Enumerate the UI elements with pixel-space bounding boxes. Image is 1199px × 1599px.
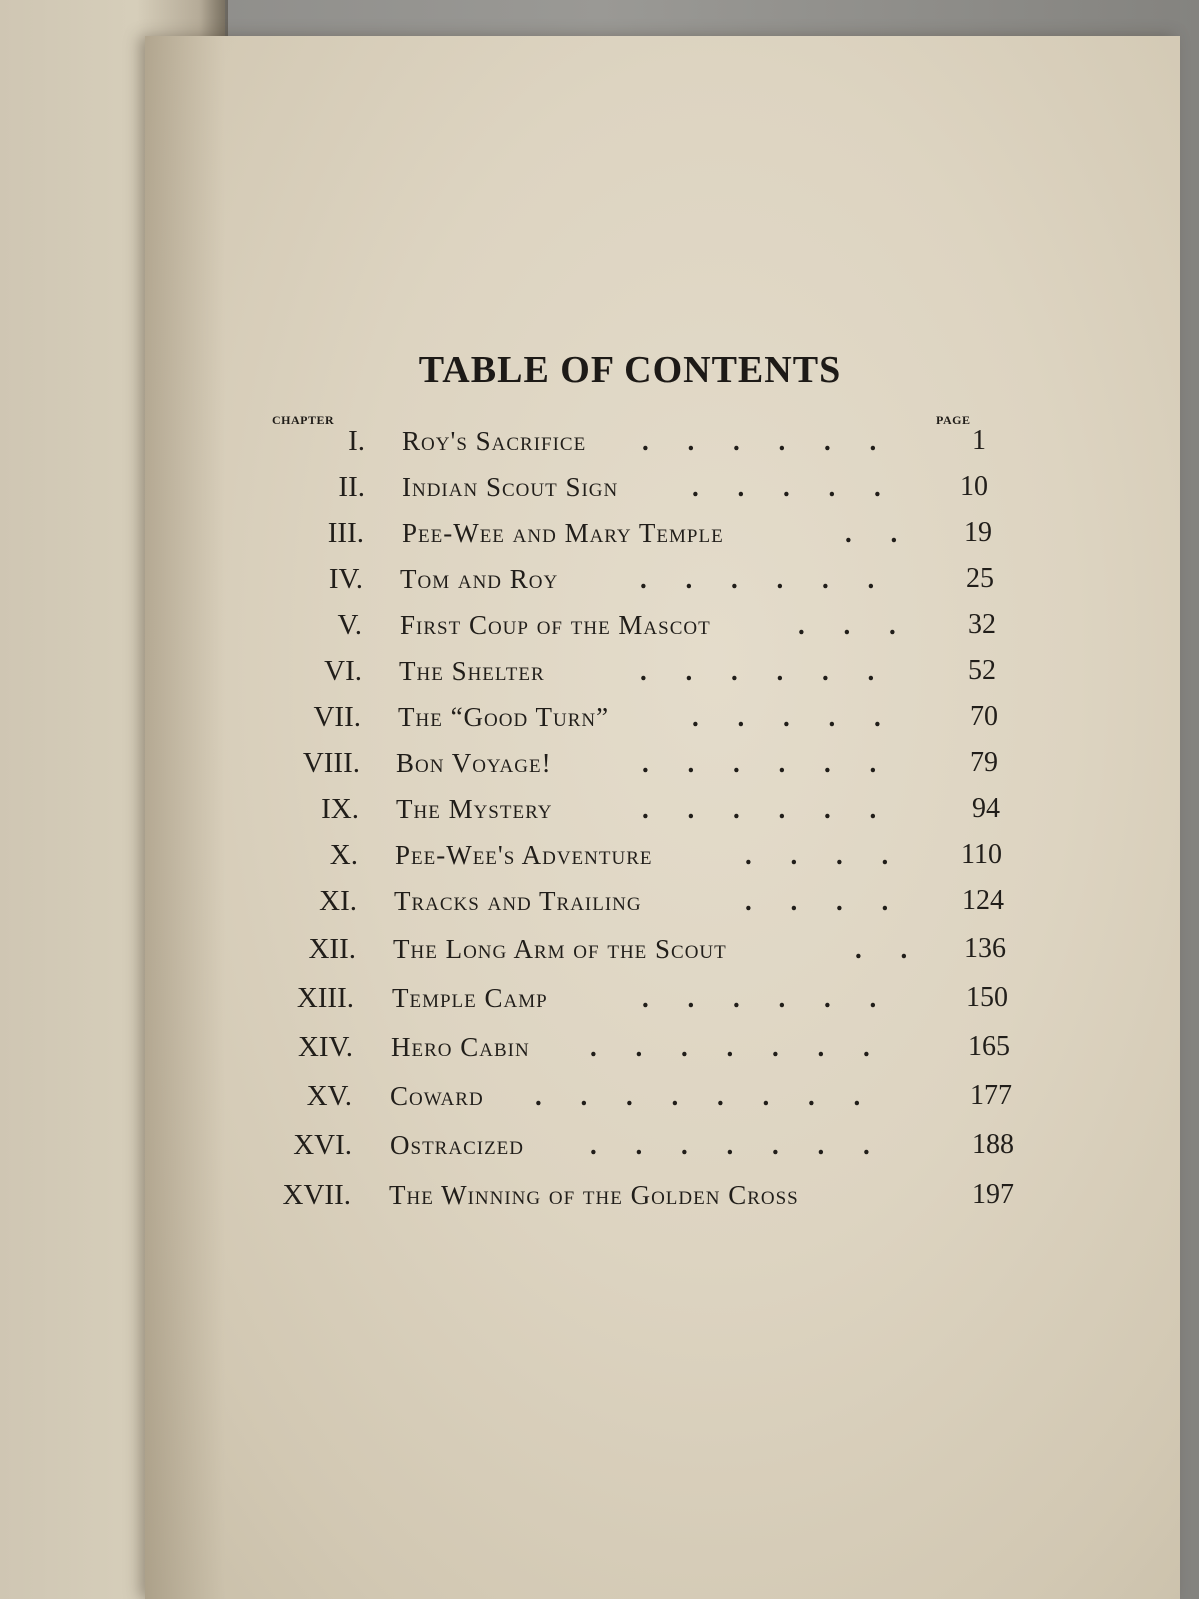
chapter-title: Roy's Sacrifice [402,426,587,456]
chapter-page: 197 [972,1179,1014,1210]
chapter-number: IV. [328,563,363,595]
chapter-title: The Long Arm of the Scout [393,934,727,964]
chapter-title: Ostracized [390,1130,524,1160]
chapter-number: VI. [324,655,362,687]
chapter-number: X. [329,839,358,871]
leader-dots: . . . . . . . [590,1130,886,1160]
chapter-page: 52 [968,655,996,686]
chapter-number: III. [327,517,364,549]
chapter-column-label: CHAPTER [272,413,335,427]
leader-dots: . . . . . [692,702,897,732]
leader-dots: . . [845,518,914,548]
chapter-title: The Winning of the Golden Cross [389,1180,799,1210]
leader-dots: . . . . . . . . [535,1081,877,1111]
chapter-page: 10 [960,471,988,502]
chapter-number: XVI. [293,1129,352,1161]
leader-dots: . . . . . . . [590,1032,886,1062]
leader-dots: . . . . . . [640,656,891,686]
chapter-title: Indian Scout Sign [402,472,619,502]
chapter-number: II. [338,471,365,503]
chapter-number: V. [337,609,362,641]
leader-dots: . . [855,934,924,964]
chapter-page: 165 [968,1031,1010,1062]
chapter-title: The “Good Turn” [398,702,610,732]
chapter-number: VII. [313,701,361,733]
chapter-page: 177 [970,1080,1012,1111]
chapter-page: 124 [962,885,1004,916]
chapter-number: XV. [306,1080,352,1112]
chapter-title: The Mystery [396,794,553,824]
chapter-page: 150 [966,982,1008,1013]
leader-dots: . . . . [745,840,905,870]
page-column-label: PAGE [936,413,971,427]
chapter-page: 32 [968,609,996,640]
chapter-page: 1 [972,425,986,456]
leader-dots: . . . . [745,886,905,916]
leader-dots: . . . . . . [642,748,893,778]
leader-dots: . . . [798,610,912,640]
chapter-number: XII. [308,933,356,965]
chapter-number: XIII. [296,982,354,1014]
chapter-title: Tracks and Trailing [394,886,642,916]
chapter-number: I. [348,425,365,457]
chapter-page: 70 [970,701,998,732]
chapter-page: 79 [970,747,998,778]
leader-dots: . . . . . . [642,426,893,456]
leader-dots: . . . . . . [640,564,891,594]
chapter-page: 110 [961,839,1002,870]
chapter-number: VIII. [302,747,360,779]
chapter-title: The Shelter [399,656,545,686]
chapter-title: Tom and Roy [400,564,559,594]
chapter-title: First Coup of the Mascot [400,610,711,640]
leader-dots: . . . . . . [642,794,893,824]
chapter-number: XIV. [297,1031,353,1063]
chapter-title: Pee-Wee and Mary Temple [402,518,724,548]
chapter-page: 136 [964,933,1006,964]
chapter-number: IX. [321,793,359,825]
chapter-number: XI. [319,885,357,917]
chapter-title: Temple Camp [392,983,548,1013]
chapter-title: Bon Voyage! [396,748,552,778]
chapter-number: XVII. [282,1179,351,1211]
chapter-title: Hero Cabin [391,1032,530,1062]
page-title: TABLE OF CONTENTS [418,349,842,391]
chapter-page: 25 [966,563,994,594]
chapter-page: 188 [972,1129,1014,1160]
chapter-page: 19 [964,517,992,548]
chapter-title: Coward [390,1081,484,1111]
leader-dots: . . . . . . [642,983,893,1013]
chapter-title: Pee-Wee's Adventure [395,840,653,870]
leader-dots: . . . . . [692,472,897,502]
chapter-page: 94 [972,793,1000,824]
